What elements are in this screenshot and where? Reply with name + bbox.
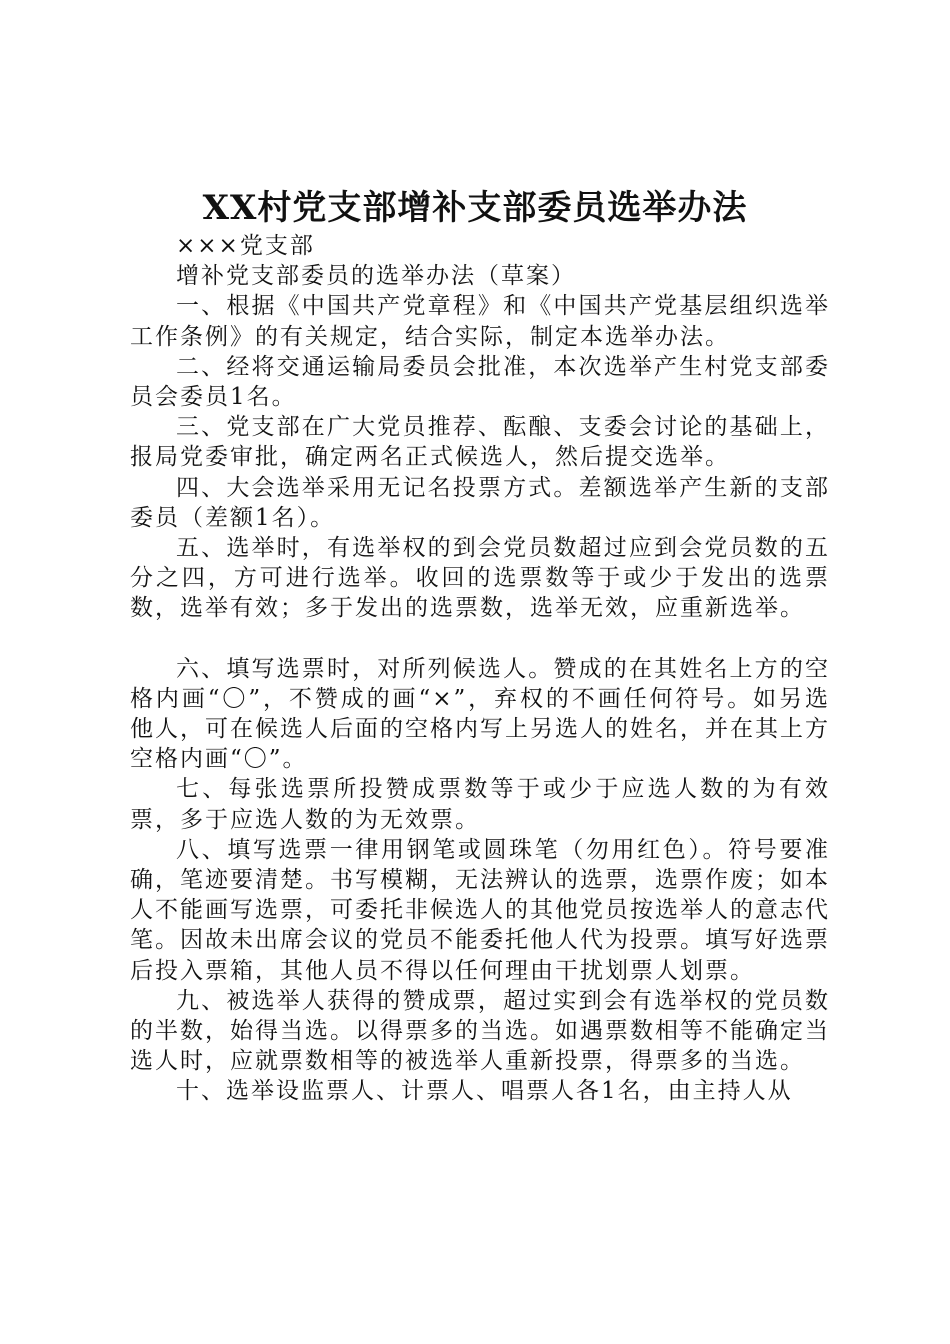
document-title: XX村党支部增补支部委员选举办法 (202, 188, 748, 228)
paragraph-article-10: 十、选举设监票人、计票人、唱票人各1名，由主持人从 (176, 1078, 793, 1105)
paragraph-article-1: 一、根据《中国共产党章程》和《中国共产党基层组织选举工作条例》的有关规定，结合实际，制定本选举办法。 (130, 293, 830, 350)
paragraph-article-4: 四、大会选举采用无记名投票方式。差额选举产生新的支部委员（差额1名）。 (130, 474, 830, 531)
paragraph-article-5: 五、选举时，有选举权的到会党员数超过应到会党员数的五分之四，方可进行选举。收回的选票数等于或少于发出的选票数，选举有效；多于发出的选票数，选举无效，应重新选举。 (130, 535, 830, 622)
paragraph-article-2: 二、经将交通运输局委员会批准，本次选举产生村党支部委员会委员1名。 (130, 353, 830, 411)
document-body (130, 231, 830, 1107)
paragraph-article-9: 九、被选举人获得的赞成票，超过实到会有选举权的党员数的半数，始得当选。以得票多的当选。如遇票数相等不能确定当选人时，应就票数相等的被选举人重新投票，得票多的当选。 (130, 987, 830, 1075)
paragraph-organization: ×××党支部 (176, 233, 315, 259)
paragraph-article-8: 八、填写选票一律用钢笔或圆珠笔（勿用红色）。符号要准确，笔迹要清楚。书写模糊，无法辨认的选票，选票作废；如本人不能画写选票，可委托非候选人的其他党员按选举人的意志代笔。因故未出席会议的党员不能委托他人代为投票。填写好选票后投入票箱，其他人员不得以任何理由干扰划票人划票。 (130, 836, 830, 984)
paragraph-article-6: 六、填写选票时，对所列候选人。赞成的在其姓名上方的空格内画“〇”，不赞成的画“×”，弃权的不画任何符号。如另选他人，可在候选人后面的空格内写上另选人的姓名，并在其上方空格内画“〇”。 (130, 655, 830, 773)
paragraph-subtitle: 增补党支部委员的选举办法（草案） (176, 263, 576, 290)
paragraph-article-3: 三、党支部在广大党员推荐、酝酿、支委会讨论的基础上，报局党委审批，确定两名正式候选人，然后提交选举。 (130, 414, 830, 471)
paragraph-article-7: 七、每张选票所投赞成票数等于或少于应选人数的为有效票，多于应选人数的为无效票。 (130, 776, 830, 833)
